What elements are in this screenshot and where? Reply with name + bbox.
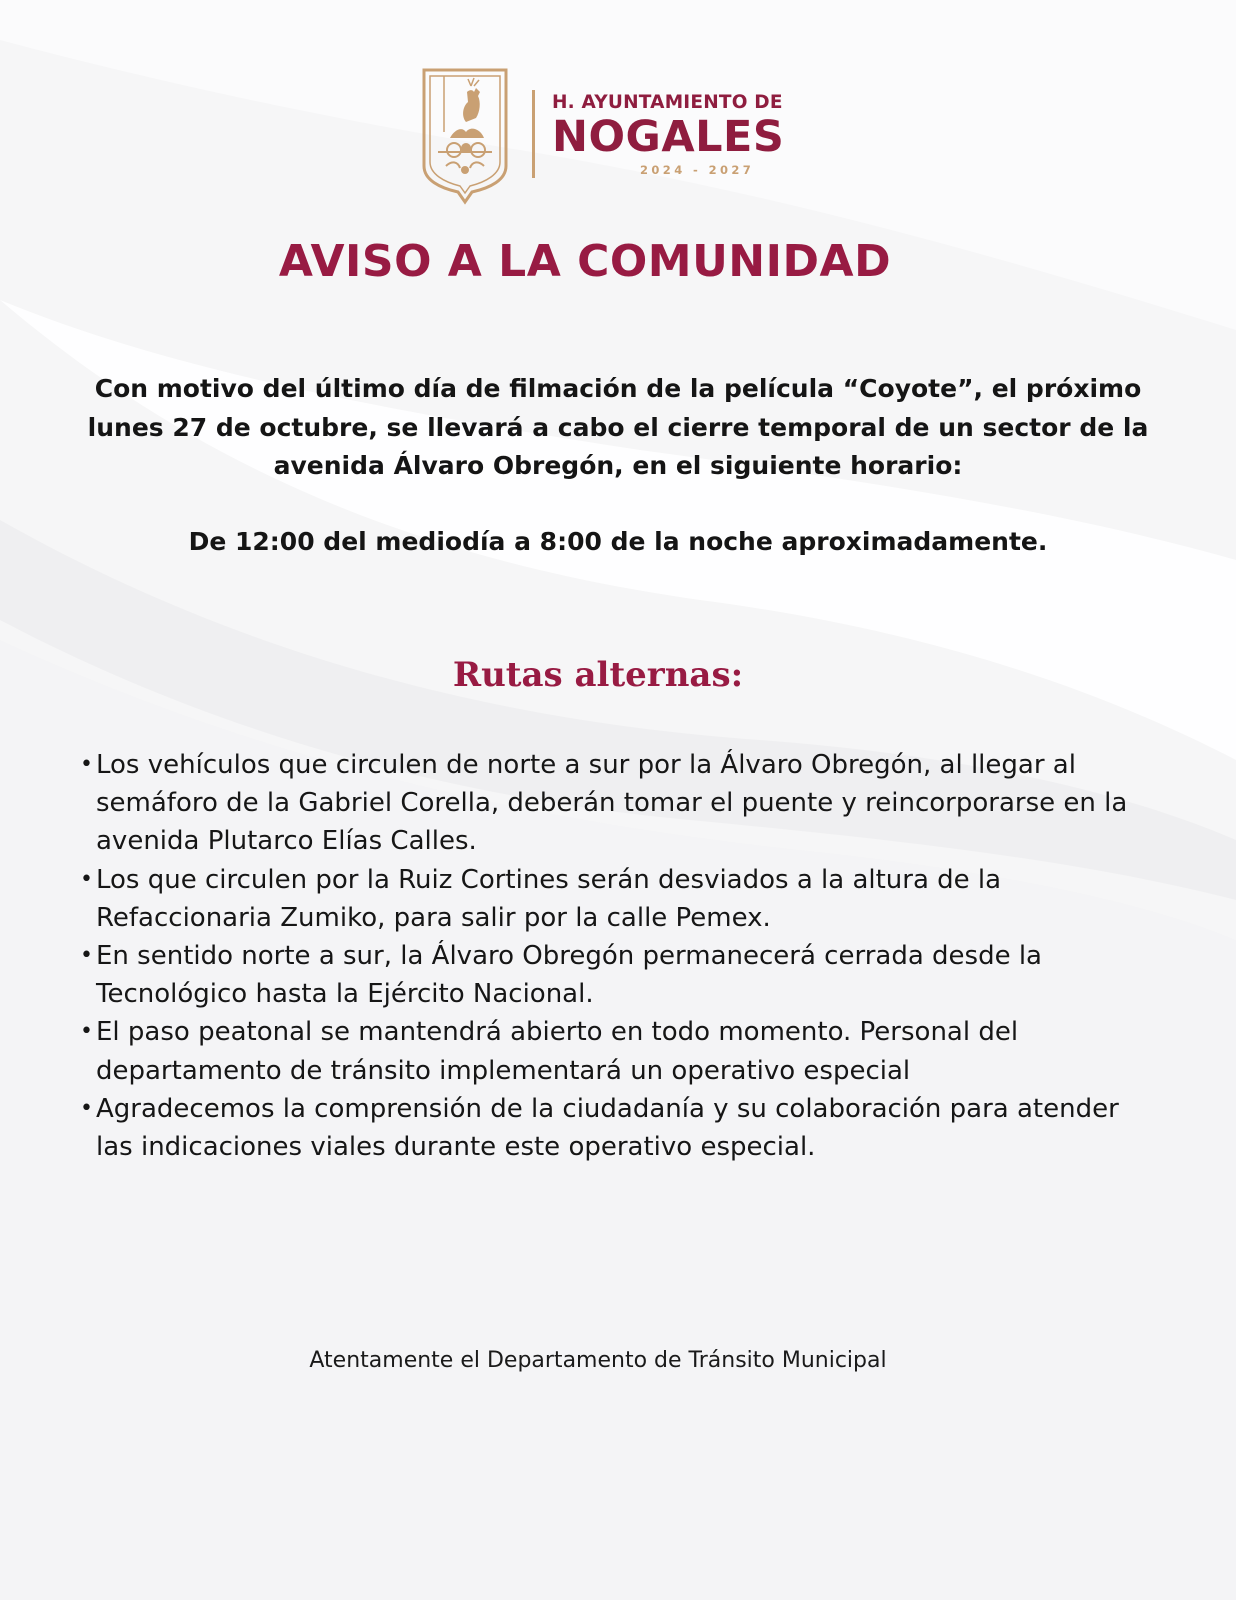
route-text: Los vehículos que circulen de norte a sur por la Álvaro Obregón, al llegar al semáforo de la Gabriel Corella, deberán tomar el puente y reincorporarse en la avenida Plutarco Elías Calles.: [96, 750, 1128, 857]
bullet-icon: •: [80, 943, 93, 969]
logo-divider: [532, 90, 535, 178]
list-item: [78, 937, 1158, 1013]
alternate-routes-list: [78, 746, 1158, 1166]
intro-paragraph: Con motivo del último día de filmación de la película “Coyote”, el próximo lunes 27 de octubre, se llevará a cabo el cierre temporal de un sector de la avenida Álvaro Obregón, en el siguiente horario:: [87, 374, 1149, 480]
list-item: [78, 861, 1158, 937]
signature: Atentamente el Departamento de Tránsito Municipal: [309, 1348, 887, 1373]
list-item: [78, 1090, 1158, 1166]
logo-years: 2024 - 2027: [640, 163, 755, 177]
bullet-icon: •: [80, 752, 93, 777]
schedule-text: De 12:00 del mediodía a 8:00 de la noche aproximadamente.: [188, 526, 1048, 556]
page-title: AVISO A LA COMUNIDAD: [278, 236, 892, 287]
route-text: En sentido norte a sur, la Álvaro Obregón permanecerá cerrada desde la Tecnológico hasta la Ejército Nacional.: [96, 941, 1042, 1010]
route-text: El paso peatonal se mantendrá abierto en todo momento. Personal del departamento de tránsito implementará un operativo especial: [96, 1017, 1019, 1086]
route-text: Agradecemos la comprensión de la ciudadanía y su colaboración para atender las indicaciones viales durante este operativo especial.: [96, 1093, 1119, 1163]
nogales-crest-icon: [414, 62, 516, 210]
notice-intro: [60, 370, 1176, 561]
logo-subtitle: H. AYUNTAMIENTO DE: [552, 92, 783, 113]
logo-wordmark: [552, 92, 832, 177]
municipal-logo: [414, 62, 824, 210]
list-item: [78, 746, 1158, 861]
list-item: [78, 1013, 1158, 1089]
logo-city-name: NOGALES: [552, 112, 785, 162]
route-text: Los que circulen por la Ruiz Cortines serán desviados a la altura de la Refaccionaria Zumiko, para salir por la calle Pemex.: [96, 864, 1002, 933]
bullet-icon: •: [80, 1019, 93, 1045]
bullet-icon: •: [80, 1095, 93, 1121]
bullet-icon: •: [80, 866, 93, 892]
routes-heading: Rutas alternas:: [452, 655, 744, 695]
